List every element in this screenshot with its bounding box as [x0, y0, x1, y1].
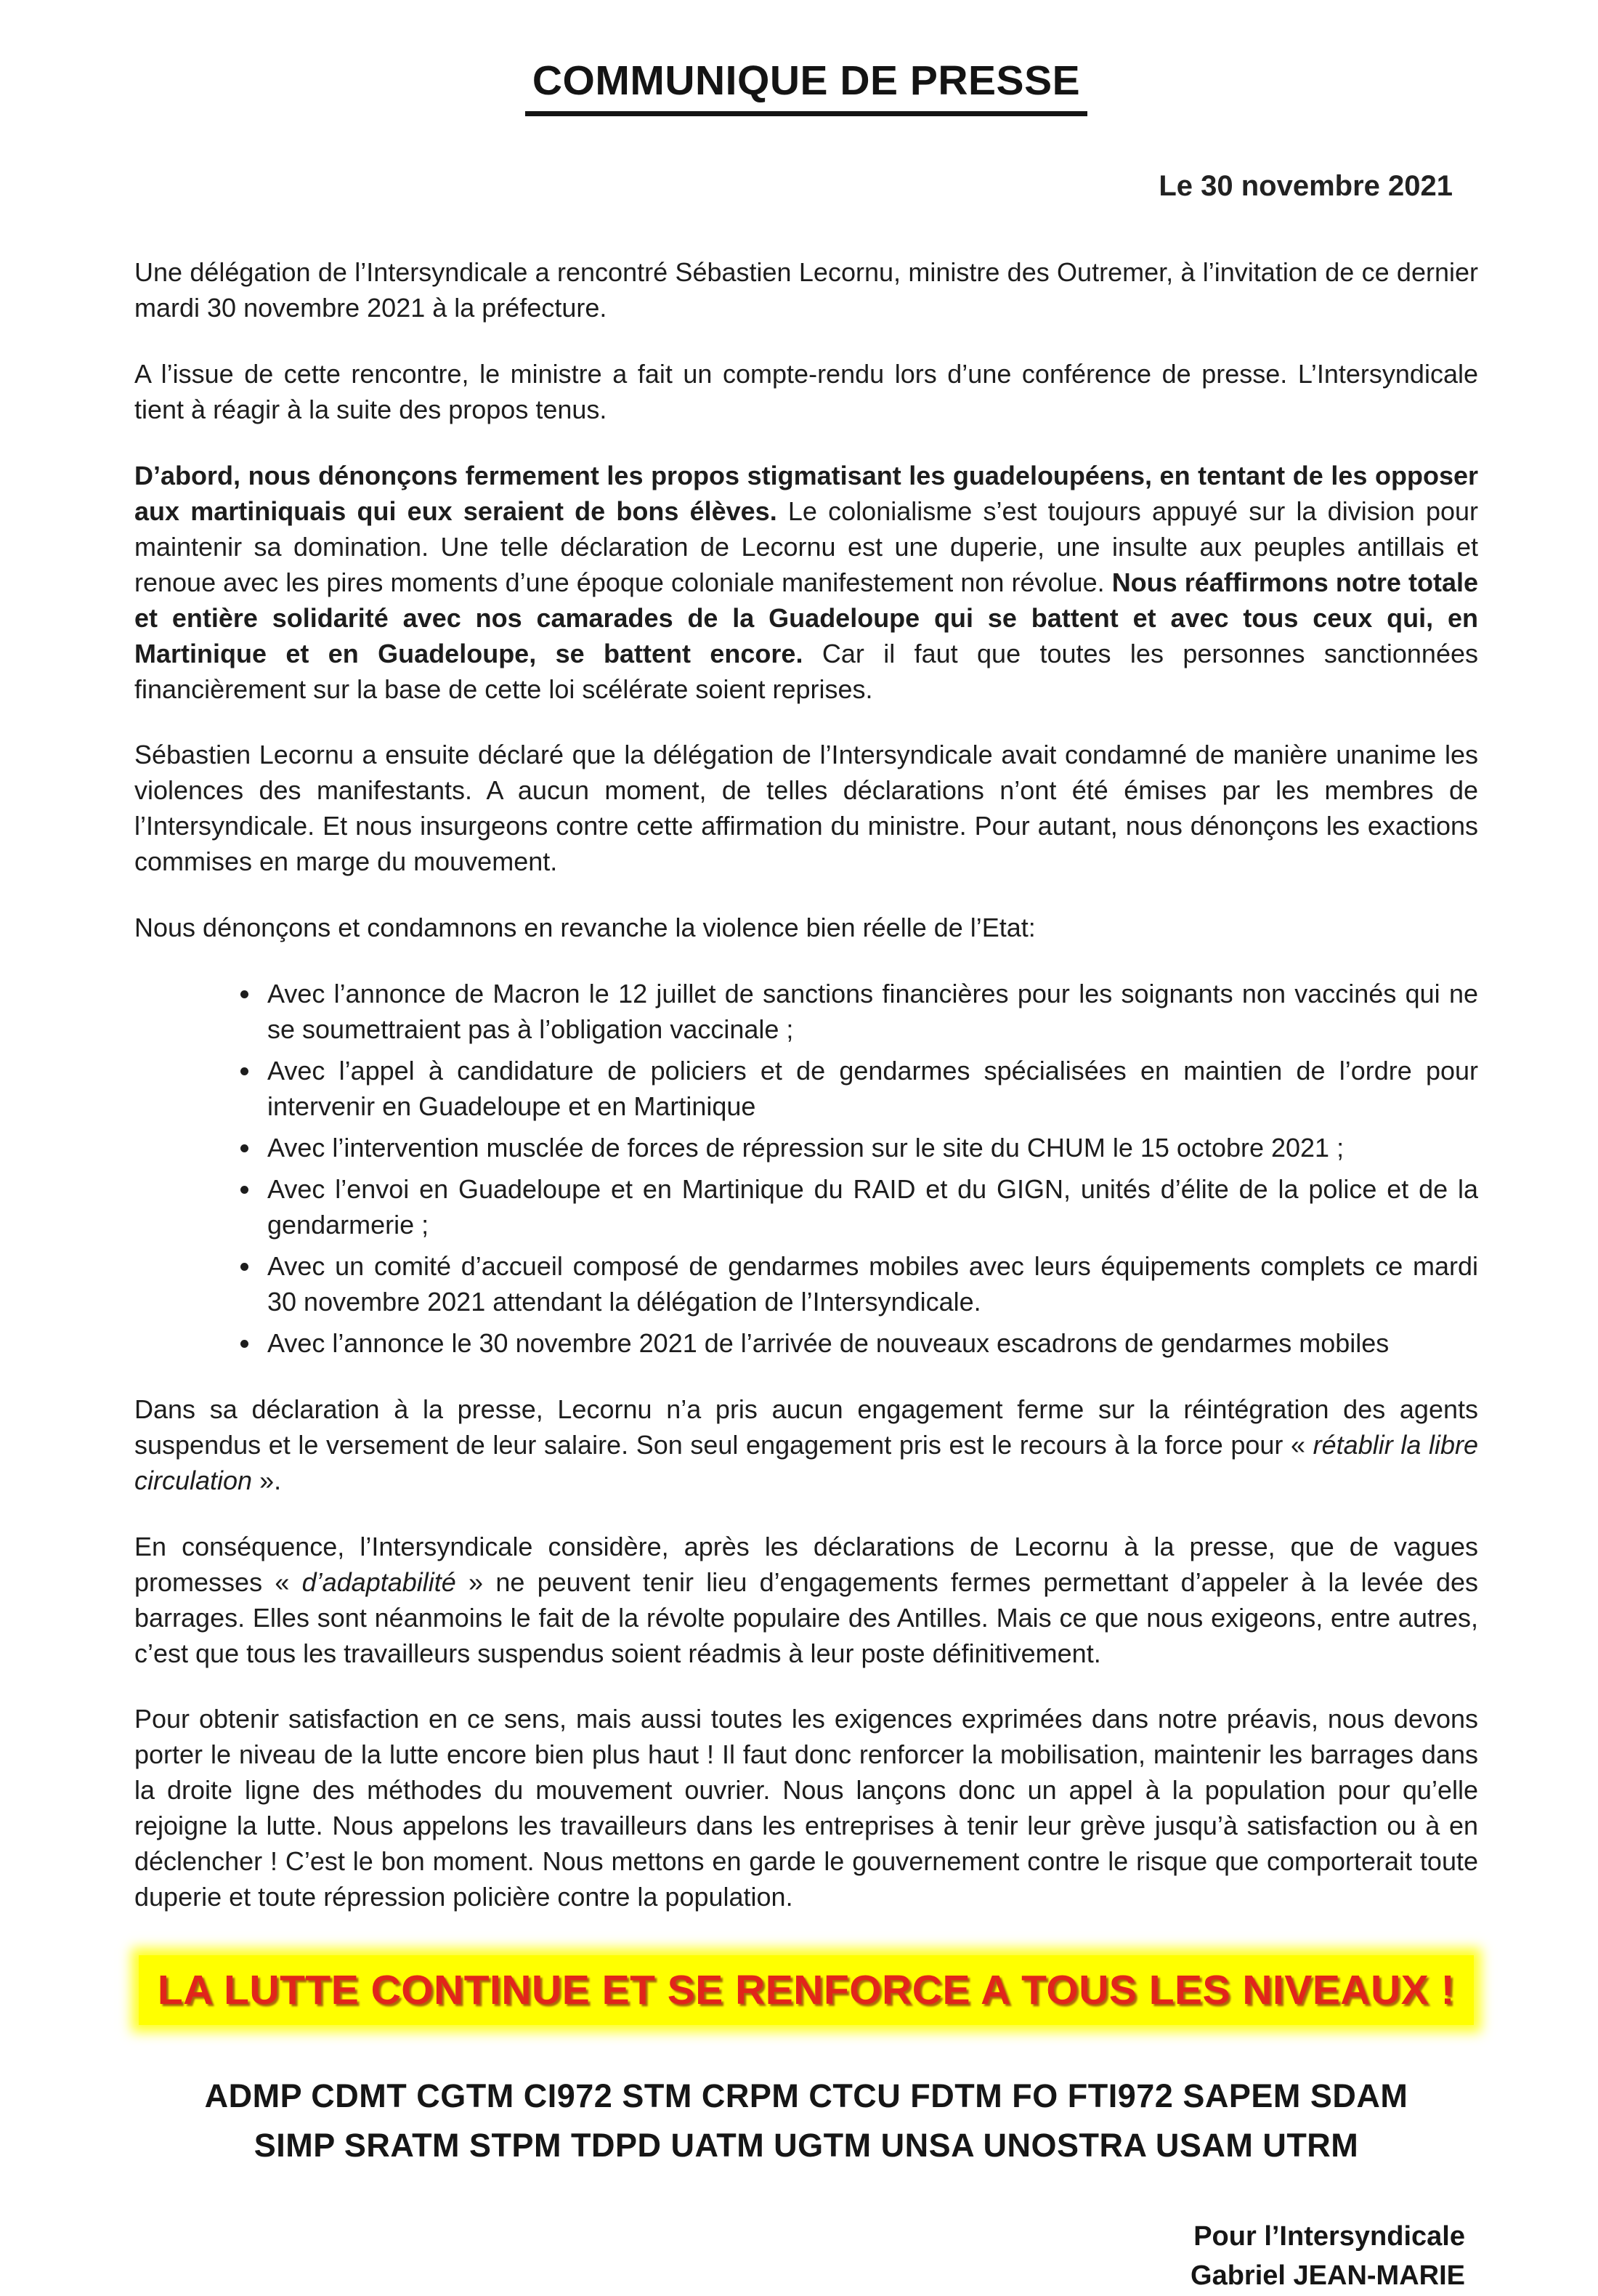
document-date: Le 30 novembre 2021 — [1159, 170, 1453, 202]
paragraph — [134, 1529, 1478, 1672]
text-segment: Pour obtenir satisfaction en ce sens, mais aussi toutes les exigences exprimées dans notre préavis, nous devons porter le niveau de la lutte encore bien plus haut ! Il faut donc renforcer la mobilisation, maintenir les barrages dans la droite ligne des méthodes du mouvement ouvrier. Nous lançons donc un appel à la population pour qu’elle rejoigne la lutte. Nous appelons les travailleurs dans les entreprises à tenir leur grève jusqu’à satisfaction ou à en déclencher ! C’est le bon moment. Nous mettons en garde le gouvernement contre le risque que comporterait toute duperie et toute répression policière contre la population. — [134, 1704, 1478, 1912]
bullet-item — [261, 1172, 1478, 1243]
page-title: COMMUNIQUE DE PRESSE — [525, 57, 1087, 116]
text-segment: d’adaptabilité — [301, 1567, 456, 1597]
bullet-item — [261, 977, 1478, 1048]
bullet-item — [261, 1054, 1478, 1125]
text-segment: Avec l’intervention musclée de forces de répression sur le site du CHUM le 15 octobre 2021 ; — [267, 1133, 1344, 1163]
text-segment: En conséquence, l’Intersyndicale considère, après les déclarations de Lecornu à la presse, que de vagues promesses « — [134, 1531, 1478, 1597]
bullet-item — [261, 1326, 1478, 1362]
text-segment: Le colonialisme s’est toujours appuyé sur la division pour maintenir sa domination. Une telle déclaration de Lecornu est une duperie, une insulte aux peuples antillais et renoue avec les pires moments d’une époque coloniale manifestement non révolue. — [134, 496, 1478, 597]
slogan-banner: LA LUTTE CONTINUE ET SE RENFORCE A TOUS LES NIVEAUX ! — [139, 1955, 1474, 2025]
text-segment: Avec l’appel à candidature de policiers et de gendarmes spécialisées en maintien de l’ordre pour intervenir en Guadeloupe et en Martinique — [267, 1056, 1478, 1122]
paragraph — [134, 1702, 1478, 1915]
text-segment: Avec l’annonce le 30 novembre 2021 de l’arrivée de nouveaux escadrons de gendarmes mobiles — [267, 1327, 1390, 1358]
signature-name: Gabriel JEAN-MARIE — [1191, 2260, 1465, 2292]
text-segment: D’abord, nous dénonçons fermement les propos stigmatisant les guadeloupéens, en tentant de les opposer aux martiniquais qui eux seraient de bons élèves. — [134, 460, 1478, 526]
signature-block — [134, 2218, 1478, 2296]
paragraph — [134, 910, 1478, 946]
bullet-item — [261, 1131, 1478, 1166]
text-segment: Sébastien Lecornu a ensuite déclaré que la délégation de l’Intersyndicale avait condamné de manière unanime les violences des manifestants. A aucun moment, de telles déclarations n’ont été émises par les membres de l’Intersyndicale. Et nous insurgeons contre cette affirmation du ministre. Pour autant, nous dénonçons les exactions commises en marge du mouvement. — [134, 740, 1478, 877]
text-segment: Dans sa déclaration à la presse, Lecornu n’a pris aucun engagement ferme sur la réintégration des agents suspendus et le versement de leur salaire. Son seul engagement pris est le recours à la force pour « — [134, 1394, 1478, 1460]
paragraph — [134, 255, 1478, 326]
title-wrap — [134, 57, 1478, 116]
union-line-2: SIMP SRATM STPM TDPD UATM UGTM UNSA UNOSTRA USAM UTRM — [254, 2126, 1359, 2164]
text-segment: Une délégation de l’Intersyndicale a rencontré Sébastien Lecornu, ministre des Outremer, à l’invitation de ce dernier mardi 30 novembre 2021 à la préfecture. — [134, 257, 1478, 323]
paragraph — [134, 458, 1478, 708]
paragraph — [134, 1392, 1478, 1499]
text-segment: Avec l’annonce de Macron le 12 juillet de sanctions financières pour les soignants non vaccinés qui ne se soumettraient pas à l’obligation vaccinale ; — [267, 979, 1478, 1045]
text-segment: A l’issue de cette rencontre, le ministre a fait un compte-rendu lors d’une conférence de presse. L’Intersyndicale tient à réagir à la suite des propos tenus. — [134, 358, 1478, 424]
text-segment: ». — [252, 1465, 282, 1495]
text-segment: rétablir la libre circulation — [134, 1429, 1478, 1495]
paragraph — [134, 737, 1478, 880]
document-body — [134, 255, 1478, 1915]
signature-role: Pour l’Intersyndicale — [1193, 2221, 1465, 2252]
text-segment: » ne peuvent tenir lieu d’engagements fermes permettant d’appeler à la levée des barrages. Elles sont néanmoins le fait de la révolte populaire des Antilles. Mais ce que nous exigeons, entre autres, c’est que tous les travailleurs suspendus soient réadmis à leur poste définitivement. — [134, 1567, 1478, 1668]
text-segment: Avec l’envoi en Guadeloupe et en Martinique du RAID et du GIGN, unités d’élite de la police et de la gendarmerie ; — [267, 1174, 1478, 1240]
banner-wrap — [134, 1955, 1478, 2025]
bullet-item — [261, 1249, 1478, 1320]
text-segment: Nous dénonçons et condamnons en revanche la violence bien réelle de l’Etat: — [134, 913, 1036, 943]
text-segment: Car il faut que toutes les personnes sanctionnées financièrement sur la base de cette loi scélérate soient reprises. — [134, 638, 1478, 704]
union-line-1: ADMP CDMT CGTM CI972 STM CRPM CTCU FDTM FO FTI972 SAPEM SDAM — [204, 2077, 1408, 2115]
bullet-list — [134, 977, 1478, 1362]
text-segment: Avec un comité d’accueil composé de gendarmes mobiles avec leurs équipements complets ce mardi 30 novembre 2021 attendant la délégation de l’Intersyndicale. — [267, 1250, 1478, 1317]
paragraph — [134, 357, 1478, 428]
text-segment: Nous réaffirmons notre totale et entière solidarité avec nos camarades de la Guadeloupe qui se battent et avec tous ceux qui, en Martinique et en Guadeloupe, se battent encore. — [134, 567, 1478, 668]
union-signatories — [134, 2071, 1478, 2170]
